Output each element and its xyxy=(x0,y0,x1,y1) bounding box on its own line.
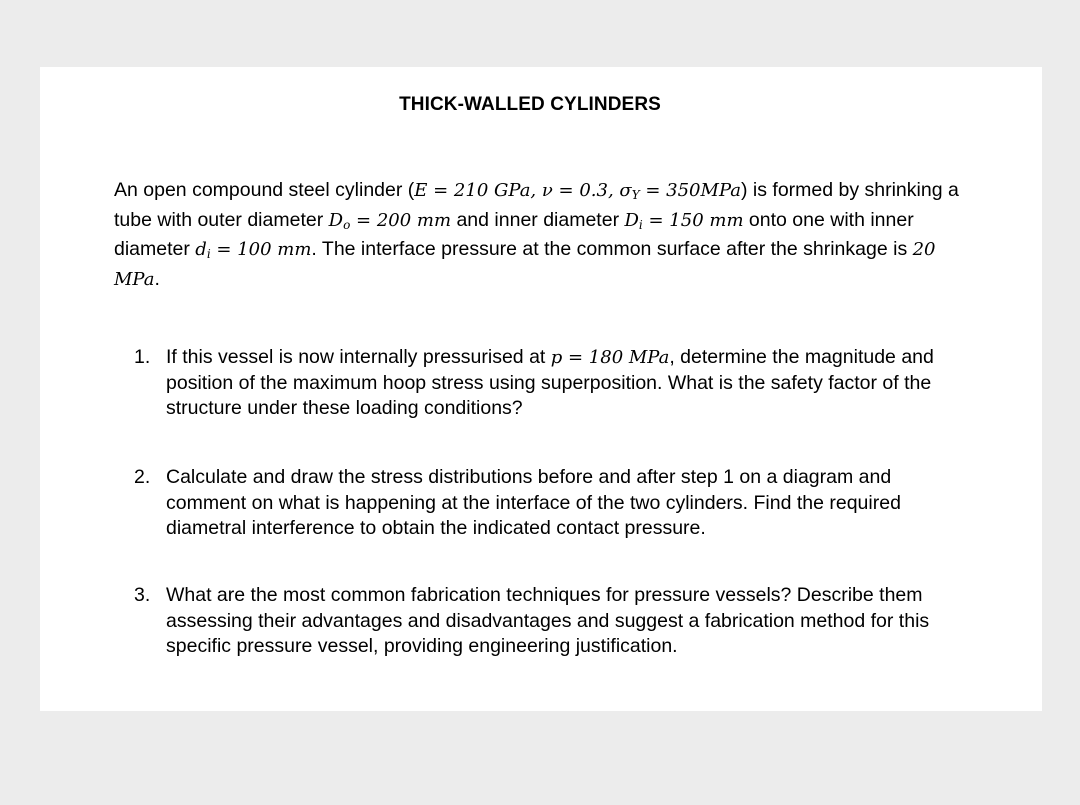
question-number: 2. xyxy=(134,466,151,488)
question-number: 1. xyxy=(134,346,151,368)
intro-equation-inner-diameter: $D_i = 150$ mm xyxy=(624,209,744,232)
intro-equation-inner-cylinder-diameter: $d_i = 100$ mm xyxy=(195,239,312,261)
document-title: THICK-WALLED CYLINDERS xyxy=(399,94,661,115)
intro-equation-material: E = 210 GPa, ν = 0.3, $\sigma_Y = 350MPa$ xyxy=(414,180,741,202)
question-number: 3. xyxy=(134,584,151,606)
intro-equation-outer-diameter: $D_o = 200$ mm xyxy=(328,209,452,232)
intro-text-1: An open compound steel cylinder ( xyxy=(114,179,415,201)
intro-text-4: onto one with inner diameter xyxy=(114,208,914,260)
intro-paragraph xyxy=(114,176,974,294)
question-text: What are the most common fabrication techniques for pressure vessels? Describe them assessing their advantages and disadvantages and suggest a fabrication method for this specific pressure vessel, providing engineering justification. xyxy=(166,584,930,657)
intro-text-5: . The interface pressure at the common surface after the shrinkage is xyxy=(311,238,913,260)
intro-text-6: . xyxy=(154,267,160,290)
intro-equation-interface-pressure: 20 MPa xyxy=(114,239,936,290)
document-page xyxy=(40,67,1042,711)
intro-text-2: ) is formed by shrinking a tube with outer diameter xyxy=(114,179,959,231)
question-text: If this vessel is now internally pressurised at p = 180 MPa, determine the magnitude and position of the maximum hoop stress using superposition. What is the safety factor of the structure under these loading conditions? xyxy=(166,346,934,419)
intro-text-3: and inner diameter xyxy=(451,208,625,231)
question-1-equation-pressure: p = 180 MPa xyxy=(550,347,670,368)
question-text: Calculate and draw the stress distributions before and after step 1 on a diagram and comment on what is happening at the interface of the two cylinders. Find the required diametral interference to obtain the indicated contact pressure. xyxy=(166,466,901,539)
